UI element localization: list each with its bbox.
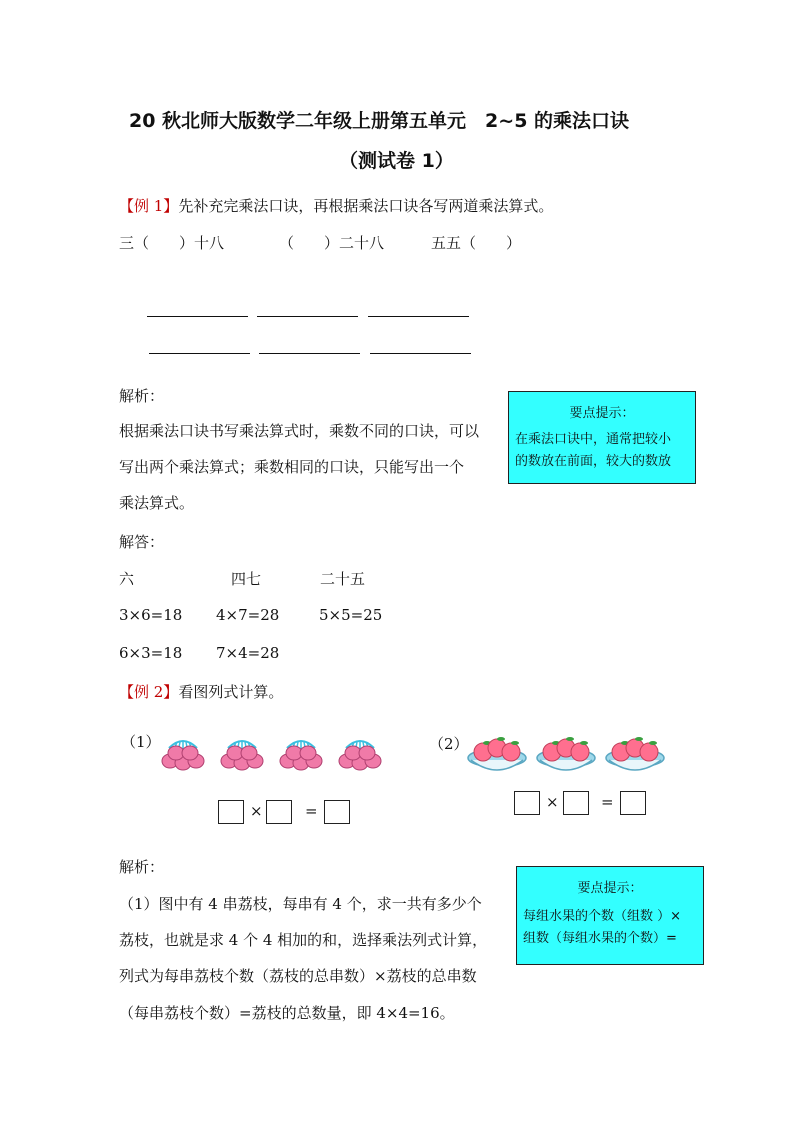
example-1-tag: 【例 1】: [119, 197, 179, 215]
example-2-question: 看图列式计算。: [178, 683, 284, 701]
answer-cell: 3×6=18: [119, 606, 183, 624]
example-2-analysis-line: 荔枝，也就是求 4 个 4 相加的和，选择乘法列式计算，: [119, 931, 488, 949]
peach-leaf: [566, 737, 574, 741]
fill-blank-3: 五五（ ）: [431, 234, 522, 252]
bowl-body: [540, 760, 592, 770]
answer-box[interactable]: [324, 800, 350, 824]
example-2-analysis-label: 解析：: [119, 858, 165, 876]
equals-sign: =: [305, 802, 318, 820]
answer-box[interactable]: [266, 800, 292, 824]
peach-leaf: [511, 741, 519, 745]
answer-cell: 二十五: [320, 570, 366, 588]
bowl-body: [471, 760, 523, 770]
times-sign: ×: [250, 802, 263, 820]
tip-box-line: 组数（每组水果的个数）=: [523, 931, 677, 946]
example-2-tag: 【例 2】: [119, 683, 179, 701]
tip-box-title: 要点提示：: [569, 406, 635, 421]
example-1-analysis-line: 根据乘法口诀书写乘法算式时，乘数不同的口诀，可以: [119, 422, 480, 440]
peach-bowl: [606, 737, 664, 770]
answer-cell: 四七: [231, 570, 262, 588]
peach-leaf: [580, 741, 588, 745]
tip-box-line: 的数放在前面，较大的数放: [515, 454, 672, 469]
times-sign: ×: [546, 793, 559, 811]
answer-box[interactable]: [514, 791, 540, 815]
example-2-analysis-line: （1）图中有 4 串荔枝，每串有 4 个，求一共有多少个: [119, 895, 482, 913]
bowl-body: [609, 760, 661, 770]
answer-box[interactable]: [620, 791, 646, 815]
peach-bowl: [468, 737, 526, 770]
tip-box-line: 在乘法口诀中，通常把较小: [515, 432, 672, 447]
peach-bowl: [537, 737, 595, 770]
answer-cell: 4×7=28: [216, 606, 280, 624]
part-1-label: （1）: [121, 733, 161, 751]
tip-box-line: 每组水果的个数（组数 ）×: [523, 909, 682, 924]
answer-cell: 7×4=28: [216, 644, 280, 662]
answer-cell: 6×3=18: [119, 644, 183, 662]
page-title: 20 秋北师大版数学二年级上册第五单元 2~5 的乘法口诀: [129, 110, 630, 132]
fill-blank-2: （ ）二十八: [279, 234, 385, 252]
peach-fruit: [640, 743, 658, 761]
answer-box[interactable]: [563, 791, 589, 815]
peach-fruit: [571, 743, 589, 761]
fill-blank-1: 三（ ）十八: [119, 234, 225, 252]
answer-box[interactable]: [218, 800, 244, 824]
tip-box-title: 要点提示：: [577, 881, 643, 896]
tip-box-2: [516, 866, 704, 965]
peach-leaf: [649, 741, 657, 745]
example-1-analysis-line: 写出两个乘法算式；乘数相同的口诀，只能写出一个: [119, 458, 465, 476]
example-1-analysis-label: 解析：: [119, 387, 165, 405]
example-2-analysis-line: 列式为每串荔枝个数（荔枝的总串数）×荔枝的总串数: [119, 967, 477, 985]
example-2-analysis-line: （每串荔枝个数）=荔枝的总数量，即 4×4=16。: [119, 1004, 455, 1022]
peach-leaf: [497, 737, 505, 741]
answer-cell: 六: [119, 570, 135, 588]
example-1-analysis-line: 乘法算式。: [119, 494, 195, 512]
example-1-answer-label: 解答：: [119, 533, 165, 551]
peach-fruit: [502, 743, 520, 761]
page-subtitle: （测试卷 1）: [339, 150, 454, 172]
answer-cell: 5×5=25: [319, 606, 383, 624]
part-2-label: （2）: [429, 735, 469, 753]
example-1-question: 先补充完乘法口诀，再根据乘法口诀各写两道乘法算式。: [178, 197, 554, 215]
peach-leaf: [635, 737, 643, 741]
equals-sign: =: [601, 793, 614, 811]
